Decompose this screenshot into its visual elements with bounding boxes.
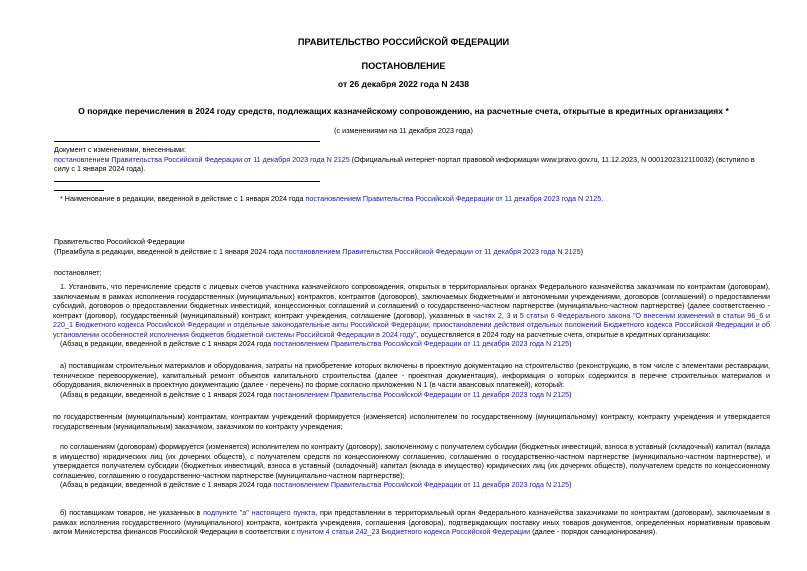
paragraph-1-part: , осуществляется в 2024 году на расчетные счета, открытые в кредитных организациях: bbox=[416, 329, 711, 339]
changes-block bbox=[54, 145, 774, 174]
law-parts-link[interactable]: частях 2, 3 bbox=[473, 310, 511, 320]
amendment-note-end: ) bbox=[569, 339, 572, 348]
amendment-note-1 bbox=[53, 339, 770, 349]
amendment-link[interactable]: постановлением Правительства Российской Федерации от 11 декабря 2023 года N 2125 bbox=[54, 154, 350, 164]
paragraph-b-part: б) поставщикам товаров, не указанных в bbox=[60, 508, 204, 517]
amendment-note-text: (Абзац в редакции, введенной в действие с 1 января 2024 года bbox=[60, 480, 274, 489]
footnote-divider bbox=[54, 190, 104, 191]
divider bbox=[54, 181, 320, 182]
paragraph-b-part: (далее - порядок санкционирования). bbox=[530, 527, 658, 536]
paragraph-b-part: , при представлении в территориальный орган Федерального казначейства заказчиками по контрактам (договорам), заключаемым в рамках исполнения государственного (муниципального) контракта, контракта учреждения, соглашения (договора), подтверждающих поставку иных товаров документов, определенных нормативным правовым актом Министерства финансов Российской Федерации в соответствии с bbox=[53, 508, 770, 536]
changes-text bbox=[54, 155, 774, 174]
doc-title: О порядке перечисления в 2024 году средств, подлежащих казначейскому сопровождению, на расчетные счета, открытые в кредитных организациях * bbox=[78, 106, 729, 116]
paragraph-1-part: и bbox=[510, 310, 520, 320]
preamble-note bbox=[54, 247, 774, 257]
paragraph-state-contracts: по государственным (муниципальным) контрактам, контрактам учреждений формируется (изменяется) исполнителем по государственному (муниципальному) контракту, контракту учреждения и утверждается государственным (муниципальным) заказчиком, заказчиком по контракту учреждения; bbox=[53, 412, 770, 431]
paragraph-a-text: а) поставщикам строительных материалов и оборудования, затраты на приобретение которых включены в проектную документацию на строительство (реконструкцию, в том числе с элементами реставрации, техническое перевооружение), капитальный ремонт объектов капитального строительства (далее - проектная документация), информация о которых содержится в перечне строительных материалов и оборудования, включенных в проектную документацию (далее - перечень) по форме согласно приложению N 1 (в части авансовых платежей), который: bbox=[53, 361, 770, 389]
paragraph-agreements bbox=[53, 442, 770, 490]
federal-law-link[interactable]: 5 статьи 6 Федерального закона "О внесении изменений в статьи 96_6 и 220_1 Бюджетного кодекса Российской Федерации и отдельные законодательные акты Российской Федерации, приостановлении действия отдельных положений Бюджетного кодекса Российской Федерации и об установлении особенностей исполнения бюджетов бюджетной системы Российской Федерации в 2024 году" bbox=[53, 310, 770, 339]
amendment-note-3 bbox=[53, 480, 770, 490]
subparagraph-link[interactable]: подпункте "а" настоящего пункта bbox=[203, 508, 316, 517]
decree-word: постановляет: bbox=[54, 268, 102, 277]
amendment-note-text: (Абзац в редакции, введенной в действие с 1 января 2024 года bbox=[60, 389, 274, 399]
footnote bbox=[60, 194, 780, 204]
issuer-heading: ПРАВИТЕЛЬСТВО РОССИЙСКОЙ ФЕДЕРАЦИИ bbox=[297, 37, 510, 47]
amendment-note-link[interactable]: постановлением Правительства Российской Федерации от 11 декабря 2023 года N 2125 bbox=[273, 389, 570, 399]
amendment-note-end: ) bbox=[569, 389, 572, 399]
changes-rest-2: силу с 1 января 2024 года). bbox=[54, 164, 146, 173]
footnote-end: . bbox=[601, 194, 604, 203]
amendment-note-end: ) bbox=[569, 480, 572, 489]
preamble-note-end: ) bbox=[580, 246, 584, 256]
preamble-link[interactable]: постановлением Правительства Российской Федерации от 11 декабря 2023 года N 2125 bbox=[284, 246, 581, 256]
paragraph-a bbox=[53, 361, 770, 399]
budget-code-link[interactable]: пунктом 4 статьи 242_23 Бюджетного кодекса Российской Федерации bbox=[296, 527, 531, 536]
paragraph-1 bbox=[53, 282, 770, 349]
paragraph-1-text bbox=[53, 282, 770, 339]
paragraph-agreements-text: по соглашениям (договорам) формируется (изменяется) исполнителем по контракту (договору), заключенному с получателем субсидии (бюджетных инвестиций, взноса в уставный (складочный) капитал (вклада в имущество) юридических лиц (их дочерних обществ), с получателем средств по концессионному соглашению, соглашению о государственно-частном партнерстве (муниципально-частном партнерстве), и утверждается получателем субсидии (бюджетных инвестиций, взноса в уставный (складочный) капитал (вклада в имущество) юридических лиц (их дочерних обществ), получателем средств по концессионному соглашению, соглашению о государственно-частном партнерстве (муниципально-частном партнерстве); bbox=[53, 442, 770, 480]
footnote-text: * Наименование в редакции, введенной в действие с 1 января 2024 года bbox=[60, 194, 306, 203]
government-name: Правительство Российской Федерации bbox=[54, 237, 185, 246]
preamble-note-text: (Преамбула в редакции, введенной в действие с 1 января 2024 года bbox=[54, 246, 285, 256]
preamble bbox=[54, 237, 774, 256]
changes-intro: Документ с изменениями, внесенными: bbox=[54, 145, 186, 154]
footnote-link[interactable]: постановлением Правительства Российской Федерации от 11 декабря 2023 года N 2125 bbox=[305, 194, 602, 203]
paragraph-b bbox=[53, 508, 770, 537]
doc-type-heading: ПОСТАНОВЛЕНИЕ bbox=[361, 61, 446, 71]
divider bbox=[54, 141, 320, 142]
doc-date-heading: от 26 декабря 2022 года N 2438 bbox=[337, 79, 470, 89]
amendment-note-2 bbox=[53, 390, 770, 400]
changes-rest: (Официальный интернет-портал правовой информации www.pravo.gov.ru, 11.12.2023, N 0001202312110032) (вступило в bbox=[349, 154, 755, 164]
amendment-note-link[interactable]: постановлением Правительства Российской Федерации от 11 декабря 2023 года N 2125 bbox=[273, 480, 570, 489]
doc-subtitle: (с изменениями на 11 декабря 2023 года) bbox=[334, 126, 473, 135]
paragraph-1-part: 1. Установить, что перечисление средств с лицевых счетов участника казначейского сопровождения, открытых в территориальных органах Федерального казначейства заказчикам по контрактам (договорам), заключаемым в рамках исполнения государственных (муниципальных) контрактов, контрактов (договоров), заключаемых бюджетными и автономными учреждениями, договоров (соглашений) о предоставлении субсидий, договоров о предоставлении бюджетных инвестиций, концессионных соглашений и соглашений о государственно-частном партнерстве (муниципально-частном партнерстве) (далее соответственно - контракт (договор), государственный (муниципальный) контракт, контракт учреждения, соглашение (договор), указанных в bbox=[53, 282, 770, 320]
amendment-note-link[interactable]: постановлением Правительства Российской Федерации от 11 декабря 2023 года N 2125 bbox=[273, 339, 570, 348]
paragraph-b-text bbox=[53, 508, 770, 537]
amendment-note-text: (Абзац в редакции, введенной в действие с 1 января 2024 года bbox=[60, 339, 274, 348]
